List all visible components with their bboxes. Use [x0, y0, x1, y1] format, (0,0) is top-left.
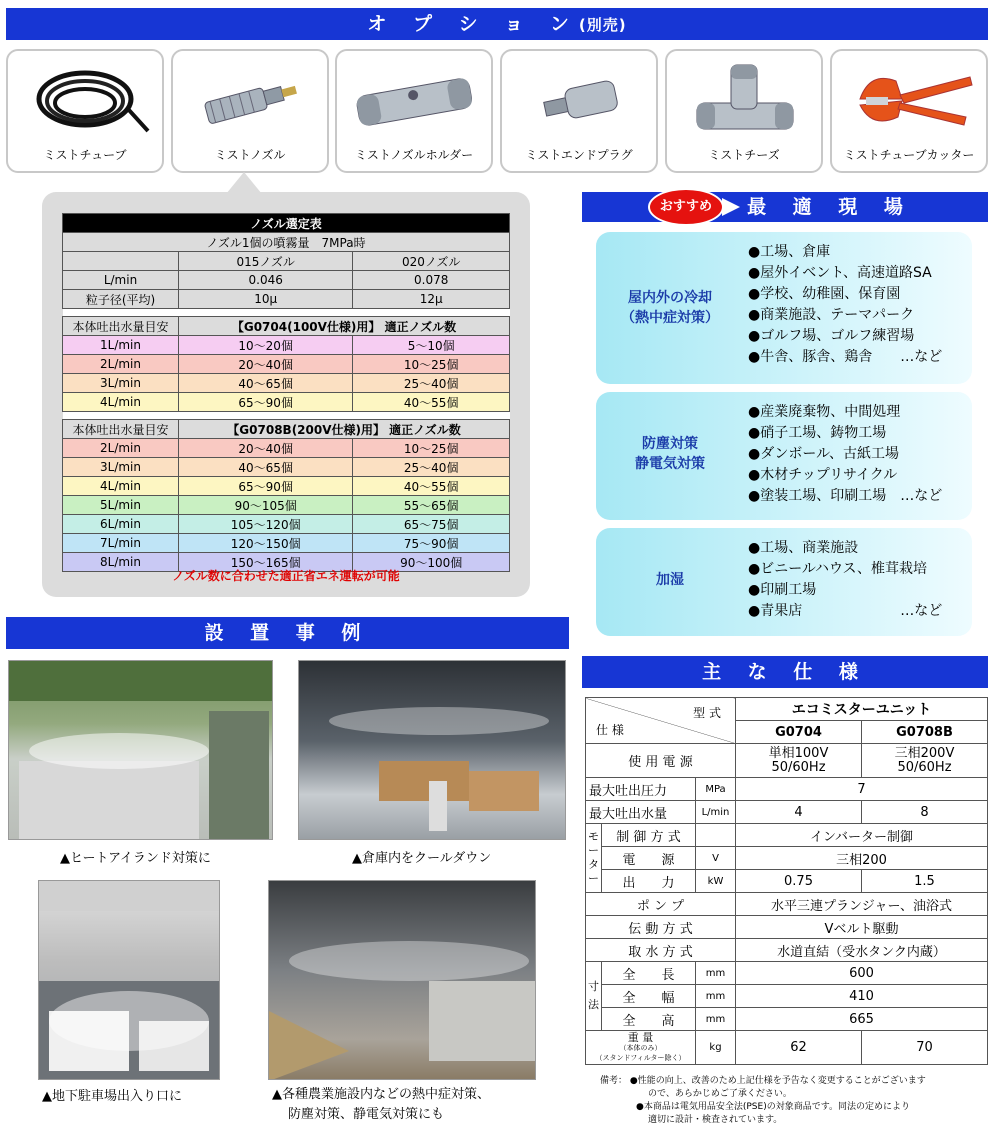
spec-value: 0.75 [736, 870, 862, 893]
table-row [63, 336, 510, 355]
cell: 75～90個 [353, 534, 510, 553]
cell: 90～100個 [353, 553, 510, 572]
table-row [63, 439, 510, 458]
caption [272, 1085, 490, 1125]
spec-title: 主 な 仕 様 [702, 661, 868, 683]
row-label: 3L/min [63, 458, 179, 477]
options-title-small: (別売) [578, 16, 627, 34]
spec-model-2: G0708B [862, 721, 988, 744]
caption [42, 1085, 182, 1104]
remarks [600, 1075, 990, 1127]
group-name [596, 570, 744, 590]
col-015: 015ノズル [179, 252, 353, 271]
caption-text: 防塵対策、静電気対策にも [288, 1107, 445, 1122]
cases-title-bar [6, 617, 569, 649]
row-label: 1L/min [63, 336, 179, 355]
photo-agriculture [268, 880, 536, 1080]
recommend-group-dust [596, 392, 972, 520]
spec-model-1: G0704 [736, 721, 862, 744]
caption [60, 847, 211, 866]
list-item: ●牛舎、豚舎、鶏舎 …など [748, 349, 943, 365]
cell: 10～20個 [179, 336, 353, 355]
recommend-badge [648, 188, 724, 226]
table-row [63, 515, 510, 534]
spec-value: 三相200 [736, 847, 988, 870]
spec-label: 全 高 [602, 1008, 696, 1031]
option-label: ミストチューブ [43, 148, 127, 162]
spec-value: 単相100V [768, 745, 829, 761]
row-label: 2L/min [63, 355, 179, 374]
spec-label: 最大吐出水量 [586, 801, 696, 824]
spec-unit: mm [696, 962, 736, 985]
cell: 25～40個 [353, 458, 510, 477]
caption-text: ▲ヒートアイランド対策に [60, 851, 211, 866]
option-label: ミストノズル [214, 148, 286, 162]
group-name-line: 防塵対策 [642, 436, 698, 452]
table-row [63, 355, 510, 374]
option-card-tee [665, 49, 823, 173]
spec-table [585, 697, 988, 1065]
spec-value: 70 [862, 1031, 988, 1065]
caption [352, 847, 491, 866]
hdr-model: 型 式 [693, 705, 721, 720]
g0704-rows [63, 336, 510, 412]
spacer [63, 309, 510, 317]
wt-sub2: （スタンドフィルター除く） [595, 1053, 686, 1062]
list-item: ●塗装工場、印刷工場 …など [748, 488, 943, 504]
spec-product: エコミスターユニット [736, 698, 988, 721]
option-label: ミストノズルホルダー [354, 148, 474, 162]
cell: 90～105個 [179, 496, 353, 515]
table-row [63, 458, 510, 477]
g0704-head-model: 【G0704(100V仕様)用】 適正ノズル数 [179, 317, 510, 336]
row-label: 8L/min [63, 553, 179, 572]
spec-value: 水平三連プランジャー、油浴式 [736, 893, 988, 916]
option-card-tube [6, 49, 164, 173]
spec-unit: mm [696, 1008, 736, 1031]
caption-text: ▲倉庫内をクールダウン [352, 851, 492, 866]
spacer [63, 412, 510, 420]
group-list [748, 242, 964, 368]
option-label: ミストチーズ [708, 148, 780, 162]
recommend-title: 最 適 現 場 [747, 196, 913, 218]
options-title: オ プ シ ョ ン [367, 13, 579, 35]
list-item: ●ゴルフ場、ゴルフ練習場 [748, 328, 915, 344]
option-label: ミストチューブカッター [843, 148, 975, 162]
option-card-cutter [830, 49, 988, 173]
cell: 105～120個 [179, 515, 353, 534]
nozzle-table-subtitle: ノズル1個の噴霧量 7MPa時 [63, 233, 510, 252]
g0708b-head-model: 【G0708B(200V仕様)用】 適正ノズル数 [179, 420, 510, 439]
cell: 10～25個 [353, 439, 510, 458]
spec-value: 1.5 [862, 870, 988, 893]
end-plug-icon [510, 59, 648, 141]
spec-unit [696, 824, 736, 847]
spec-diag-header [586, 698, 736, 744]
spec-label: 全 幅 [602, 985, 696, 1008]
tube-coil-icon [16, 59, 154, 141]
spec-motor-label: モーター [586, 824, 602, 893]
spec-unit: kg [696, 1031, 736, 1065]
badge-text: おすすめ [659, 199, 713, 214]
cell: 20～40個 [179, 439, 353, 458]
spec-label: 取 水 方 式 [586, 939, 736, 962]
list-item: ●印刷工場 [748, 582, 817, 598]
spec-value: 三相200V [894, 745, 955, 761]
spec-value: 7 [736, 778, 988, 801]
option-card-nozzle-holder [335, 49, 493, 173]
wt-label: 重 量 [627, 1030, 654, 1044]
spec-value: 50/60Hz [897, 759, 952, 775]
spec-value: 410 [736, 985, 988, 1008]
spec-unit: kW [696, 870, 736, 893]
recommend-title-bar [582, 192, 988, 222]
group-name-line: 静電気対策 [635, 456, 705, 472]
spec-value: 4 [736, 801, 862, 824]
group-name-line: 屋内外の冷却 [628, 290, 712, 306]
row-label: 5L/min [63, 496, 179, 515]
list-item: ●商業施設、テーマパーク [748, 307, 915, 323]
cell: 65～90個 [179, 477, 353, 496]
table-row [63, 374, 510, 393]
tee-fitting-icon [675, 59, 813, 141]
table-row [63, 534, 510, 553]
list-item: ●木材チップリサイクル [748, 467, 898, 483]
cell: 10～25個 [353, 355, 510, 374]
spec-value: インバーター制御 [736, 824, 988, 847]
spec-label: 電 源 [602, 847, 696, 870]
cell: 150～165個 [179, 553, 353, 572]
spec-value: 50/60Hz [771, 759, 826, 775]
row-label: 6L/min [63, 515, 179, 534]
list-item: ●青果店 …など [748, 603, 943, 619]
panel-pointer [226, 172, 262, 194]
row-label: 粒子径(平均) [63, 290, 179, 309]
spec-weight-label [586, 1031, 696, 1065]
remarks-label: 備考： [600, 1076, 628, 1086]
spec-cell [736, 744, 862, 778]
group-name [596, 434, 744, 474]
recommend-group-humidify [596, 528, 972, 636]
g0704-head-label: 本体吐出水量目安 [63, 317, 179, 336]
nozzle-selection-table [62, 213, 510, 572]
cell: 25～40個 [353, 374, 510, 393]
spec-unit: V [696, 847, 736, 870]
remarks-line: ので、あらかじめご了承ください。 [648, 1089, 792, 1099]
option-card-nozzle [171, 49, 329, 173]
spec-label: 制 御 方 式 [602, 824, 696, 847]
cell: 40～65個 [179, 374, 353, 393]
cell: 65～90個 [179, 393, 353, 412]
spec-value: 600 [736, 962, 988, 985]
caption-text: ▲各種農業施設内などの熱中症対策、 [272, 1087, 490, 1102]
spec-value: 水道直結（受水タンク内蔵） [736, 939, 988, 962]
recommend-group-cooling [596, 232, 972, 384]
spec-value: 62 [736, 1031, 862, 1065]
list-item: ●工場、倉庫 [748, 244, 831, 260]
cell: 12μ [353, 290, 510, 309]
remarks-line: ●性能の向上、改善のため上記仕様を予告なく変更することがございます [629, 1076, 926, 1086]
wt-sub: （本体のみ） [619, 1043, 662, 1052]
spec-label: 全 長 [602, 962, 696, 985]
list-item: ●学校、幼稚園、保育園 [748, 286, 901, 302]
row-label: 2L/min [63, 439, 179, 458]
table-row [63, 496, 510, 515]
spec-unit: mm [696, 985, 736, 1008]
hdr-spec: 仕 様 [596, 722, 624, 737]
nozzle-icon [181, 59, 319, 141]
list-item: ●産業廃棄物、中間処理 [748, 404, 901, 420]
remarks-line: ●本商品は電気用品安全法(PSE)の対象商品です。同法の定めにより [636, 1102, 910, 1112]
spec-dim-label: 寸法 [586, 962, 602, 1031]
spec-value: 665 [736, 1008, 988, 1031]
cell: 0.078 [353, 271, 510, 290]
nozzle-table-title: ノズル選定表 [63, 214, 510, 233]
spec-unit: MPa [696, 778, 736, 801]
spec-unit: L/min [696, 801, 736, 824]
spec-value: Vベルト駆動 [736, 916, 988, 939]
badge-arrow [722, 198, 740, 216]
group-name-line: （熱中症対策） [621, 310, 719, 326]
spec-label: ポ ン プ [586, 893, 736, 916]
nozzle-holder-icon [345, 59, 483, 141]
photo-parking [38, 880, 220, 1080]
spec-label: 出 力 [602, 870, 696, 893]
tube-cutter-icon [840, 59, 978, 141]
cell: 120～150個 [179, 534, 353, 553]
options-title-bar [6, 8, 988, 40]
cell: 65～75個 [353, 515, 510, 534]
cell: 10μ [179, 290, 353, 309]
table-row [63, 477, 510, 496]
cell: 40～55個 [353, 393, 510, 412]
spec-title-bar [582, 656, 988, 688]
list-item: ●硝子工場、鋳物工場 [748, 425, 887, 441]
empty-cell [63, 252, 179, 271]
group-name [596, 288, 744, 328]
spec-label: 伝 動 方 式 [586, 916, 736, 939]
option-card-end-plug [500, 49, 658, 173]
table-row [63, 393, 510, 412]
row-label: 3L/min [63, 374, 179, 393]
nozzle-note: ノズル数に合わせた適正省エネ運転が可能 [172, 569, 400, 583]
cell: 40～55個 [353, 477, 510, 496]
g0708b-rows [63, 439, 510, 572]
row-label: 4L/min [63, 477, 179, 496]
remarks-line: 適切に設計・検査されています。 [648, 1115, 783, 1125]
list-item: ●屋外イベント、高速道路SA [748, 265, 932, 281]
spec-value: 8 [862, 801, 988, 824]
row-label: 4L/min [63, 393, 179, 412]
spec-label: 最大吐出圧力 [586, 778, 696, 801]
cell: 20～40個 [179, 355, 353, 374]
row-label: L/min [63, 271, 179, 290]
cell: 5～10個 [353, 336, 510, 355]
list-item: ●工場、商業施設 [748, 540, 859, 556]
spec-cell [862, 744, 988, 778]
cases-title: 設 置 事 例 [204, 622, 371, 644]
photo-warehouse [298, 660, 566, 840]
photo-heat-island [8, 660, 273, 840]
list-item: ●ダンボール、古紙工場 [748, 446, 899, 462]
cell: 55～65個 [353, 496, 510, 515]
group-list [748, 402, 964, 507]
row-label: 7L/min [63, 534, 179, 553]
option-label: ミストエンドプラグ [525, 148, 633, 162]
group-name-line: 加湿 [656, 572, 684, 588]
cell: 0.046 [179, 271, 353, 290]
list-item: ●ビニールハウス、椎茸栽培 [748, 561, 927, 577]
g0708b-head-label: 本体吐出水量目安 [63, 420, 179, 439]
col-020: 020ノズル [353, 252, 510, 271]
caption-text: ▲地下駐車場出入り口に [42, 1089, 182, 1104]
cell: 40～65個 [179, 458, 353, 477]
group-list [748, 538, 964, 622]
spec-label: 使 用 電 源 [586, 744, 736, 778]
